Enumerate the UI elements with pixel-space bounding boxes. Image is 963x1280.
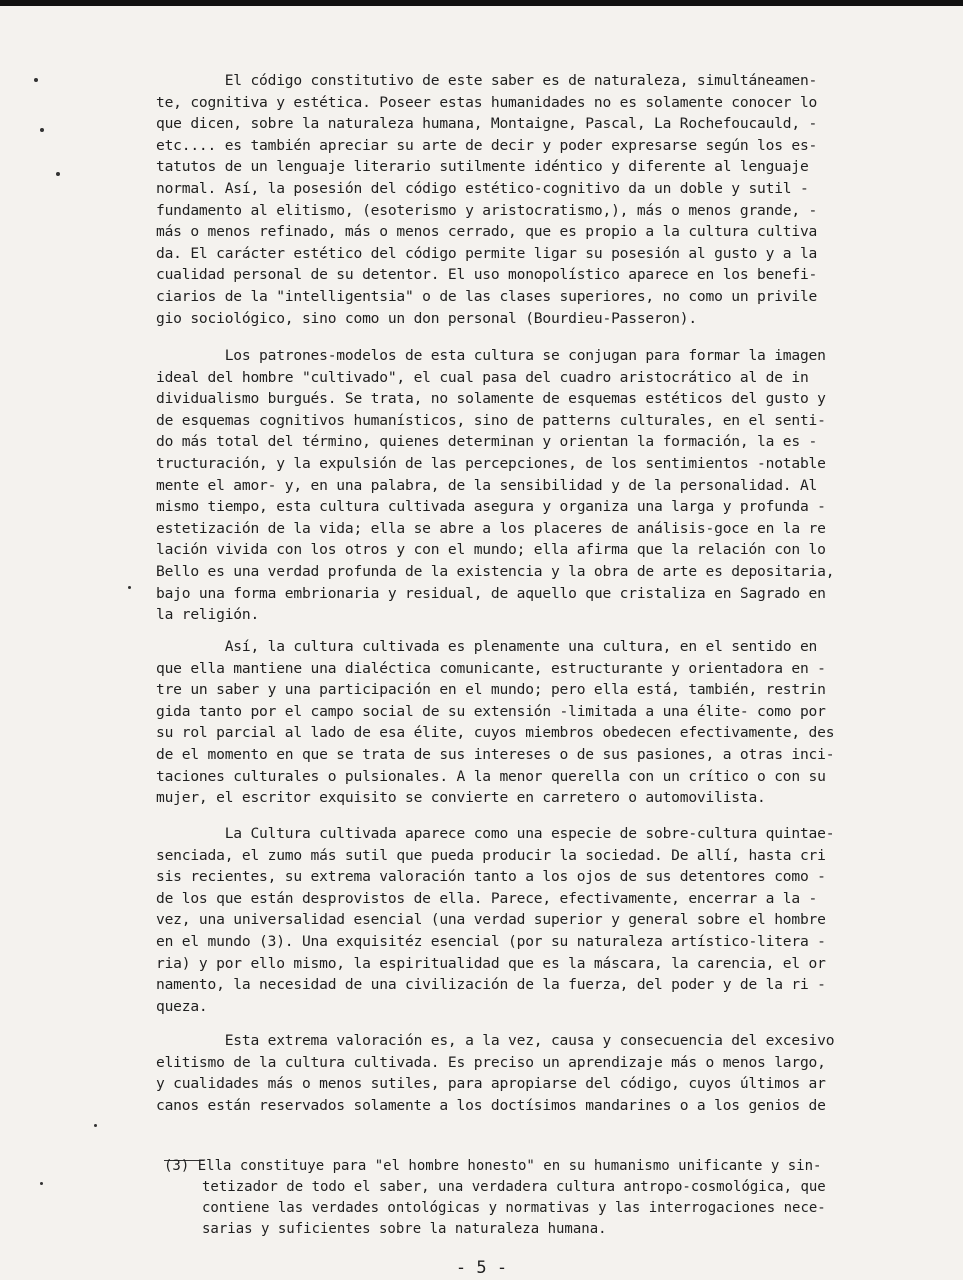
text-line: que ella mantiene una dialéctica comunicante, estructurante y orientadora en - <box>156 659 826 677</box>
text-line: do más total del término, quienes determinan y orientan la formación, la es - <box>156 433 818 451</box>
text-line: la religión. <box>156 606 260 624</box>
text-line: ideal del hombre "cultivado", el cual pasa del cuadro aristocrático al de in <box>156 368 809 386</box>
scan-speck <box>40 128 44 132</box>
paragraph-4 <box>156 823 834 1017</box>
text-line: normal. Así, la posesión del código estético-cognitivo da un doble y sutil - <box>156 179 809 197</box>
text-line: Esta extrema valoración es, a la vez, causa y consecuencia del excesivo <box>156 1032 835 1049</box>
scan-speck <box>94 1124 97 1127</box>
paragraph-3 <box>156 636 834 809</box>
text-line: mujer, el escritor exquisito se convierte en carretero o automovilista. <box>156 789 766 807</box>
text-line: y cualidades más o menos sutiles, para apropiarse del código, cuyos últimos ar <box>156 1075 826 1093</box>
footnote-line: tetizador de todo el saber, una verdadera cultura antropo-cosmológica, que <box>202 1179 826 1195</box>
text-line: etc.... es también apreciar su arte de decir y poder expresarse según los es- <box>156 136 818 154</box>
footnote-line: contiene las verdades ontológicas y normativas y las interrogaciones nece- <box>202 1200 826 1216</box>
text-line: lación vivida con los otros y con el mundo; ella afirma que la relación con lo <box>156 541 826 559</box>
text-line: sis recientes, su extrema valoración tanto a los ojos de sus detentores como - <box>156 868 826 886</box>
text-line: ciarios de la "intelligentsia" o de las clases superiores, no como un privile <box>156 287 818 305</box>
paragraph-1 <box>156 70 817 329</box>
text-line: estetización de la vida; ella se abre a los placeres de análisis-goce en la re <box>156 519 826 537</box>
text-line: de el momento en que se trata de sus intereses o de sus pasiones, a otras inci- <box>156 745 835 763</box>
text-line: bajo una forma embrionaria y residual, de aquello que cristaliza en Sagrado en <box>156 584 826 602</box>
text-line: senciada, el zumo más sutil que pueda producir la sociedad. De allí, hasta cri <box>156 846 826 864</box>
text-line: queza. <box>156 997 208 1015</box>
text-line: La Cultura cultivada aparece como una especie de sobre-cultura quintae- <box>156 825 835 842</box>
text-line: Así, la cultura cultivada es plenamente una cultura, en el sentido en <box>156 638 818 655</box>
page-number: - 5 - <box>455 1258 508 1278</box>
text-line: tructuración, y la expulsión de las percepciones, de los sentimientos -notable <box>156 454 826 472</box>
text-line: de esquemas cognitivos humanísticos, sino de patterns culturales, en el senti- <box>156 411 826 429</box>
text-line: gida tanto por el campo social de su extensión -limitada a una élite- como por <box>156 702 826 720</box>
footnote <box>164 1156 956 1240</box>
text-line: tre un saber y una participación en el mundo; pero ella está, también, restrin <box>156 681 826 699</box>
text-line: elitismo de la cultura cultivada. Es preciso un aprendizaje más o menos largo, <box>156 1053 826 1071</box>
paragraph-5 <box>156 1030 834 1116</box>
text-line: gio sociológico, sino como un don personal (Bourdieu-Passeron). <box>156 309 697 327</box>
text-line: tatutos de un lenguaje literario sutilmente idéntico y diferente al lenguaje <box>156 158 809 176</box>
text-line: de los que están desprovistos de ella. Parece, efectivamente, encerrar a la - <box>156 889 818 907</box>
text-line: su rol parcial al lado de esa élite, cuyos miembros obedecen efectivamente, des <box>156 724 835 742</box>
text-line: ria) y por ello mismo, la espiritualidad que es la máscara, la carencia, el or <box>156 954 826 972</box>
text-line: da. El carácter estético del código permite ligar su posesión al gusto y a la <box>156 244 818 262</box>
text-line: Los patrones-modelos de esta cultura se conjugan para formar la imagen <box>156 347 826 364</box>
scan-speck <box>56 172 60 176</box>
text-line: fundamento al elitismo, (esoterismo y aristocratismo,), más o menos grande, - <box>156 201 818 219</box>
paragraph-2 <box>156 345 834 626</box>
scan-top-border <box>0 0 963 6</box>
text-line: cualidad personal de su detentor. El uso monopolístico aparece en los benefi- <box>156 266 818 284</box>
scan-speck <box>34 78 38 82</box>
text-line: mente el amor- y, en una palabra, de la sensibilidad y de la personalidad. Al <box>156 476 818 494</box>
text-line: dividualismo burgués. Se trata, no solamente de esquemas estéticos del gusto y <box>156 390 826 408</box>
text-line: vez, una universalidad esencial (una verdad superior y general sobre el hombre <box>156 911 826 929</box>
footnote-line: (3) Ella constituye para "el hombre honesto" en su humanismo unificante y sin- <box>164 1158 822 1174</box>
text-line: El código constitutivo de este saber es de naturaleza, simultáneamen- <box>156 72 818 89</box>
text-line: namento, la necesidad de una civilización de la fuerza, del poder y de la ri - <box>156 976 826 994</box>
text-line: taciones culturales o pulsionales. A la menor querella con un crítico o con su <box>156 767 826 785</box>
text-line: canos están reservados solamente a los doctísimos mandarines o a los genios de <box>156 1096 826 1114</box>
text-line: más o menos refinado, más o menos cerrado, que es propio a la cultura cultiva <box>156 223 818 241</box>
text-line: en el mundo (3). Una exquisitéz esencial (por su naturaleza artístico-litera - <box>156 932 826 950</box>
text-line: mismo tiempo, esta cultura cultivada asegura y organiza una larga y profunda - <box>156 498 826 516</box>
text-line: Bello es una verdad profunda de la existencia y la obra de arte es depositaria, <box>156 562 835 580</box>
footnote-line: sarias y suficientes sobre la naturaleza humana. <box>202 1221 607 1237</box>
scan-speck <box>40 1182 43 1185</box>
text-line: te, cognitiva y estética. Poseer estas humanidades no es solamente conocer lo <box>156 93 818 111</box>
text-line: que dicen, sobre la naturaleza humana, Montaigne, Pascal, La Rochefoucauld, - <box>156 115 818 133</box>
scan-speck <box>128 586 131 589</box>
